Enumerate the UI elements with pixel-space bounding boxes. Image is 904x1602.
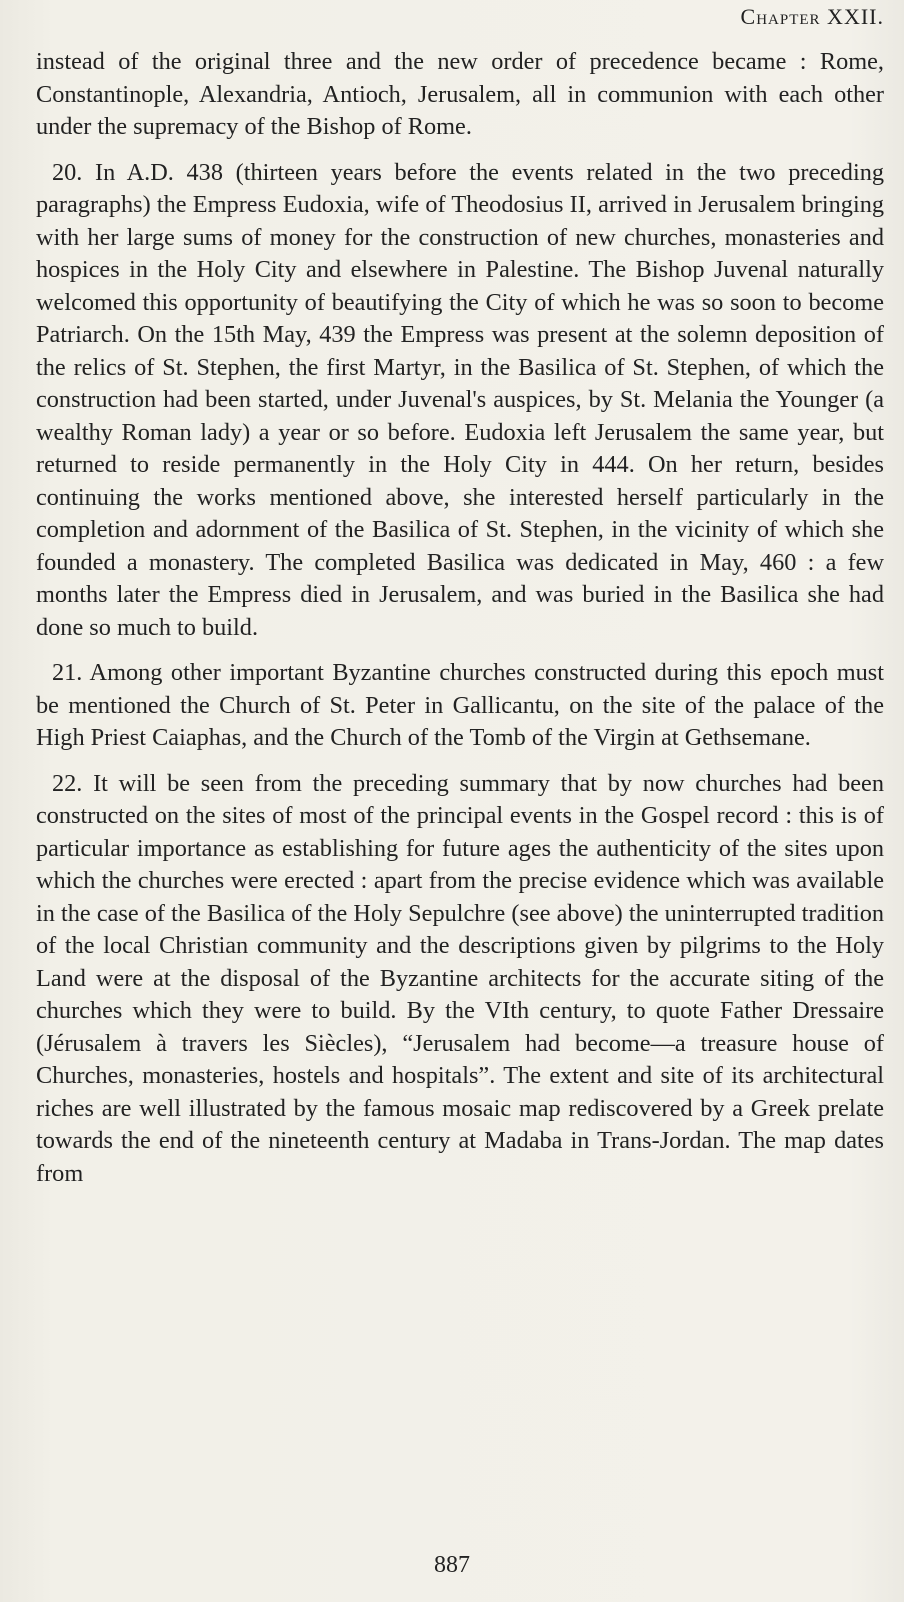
- paragraph-20: 20. In A.D. 438 (thirteen years before the events related in the two preceding paragraphs) the Empress Eudoxia, wife of Theodosius II, arrived in Jerusalem bringing with her large sums of money for the construction of new churches, monasteries and hospices in the Holy City and elsewhere in Palestine. The Bishop Juvenal naturally welcomed this opportunity of beautifying the City of which he was so soon to become Patriarch. On the 15th May, 439 the Empress was present at the solemn deposition of the relics of St. Stephen, the first Martyr, in the Basilica of St. Stephen, of which the construction had been started, under Juvenal's auspices, by St. Melania the Younger (a wealthy Roman lady) a year or so before. Eudoxia left Jerusalem the same year, but returned to reside permanently in the Holy City in 444. On her return, besides continuing the works mentioned above, she interested herself particularly in the completion and adornment of the Basilica of St. Stephen, in the vicinity of which she founded a monastery. The completed Basilica was dedicated in May, 460 : a few months later the Empress died in Jerusalem, and was buried in the Basilica she had done so much to build.: [36, 158, 884, 641]
- paragraph-22: 22. It will be seen from the preceding summary that by now churches had been constructed on the sites of most of the principal events in the Gospel record : this is of particular importance as establishing for future ages the authenticity of the sites upon which the churches were erected : apart from the precise evidence which was available in the case of the Basilica of the Holy Sepulchre (see above) the uninterrupted tradition of the local Christian community and the descriptions given by pilgrims to the Holy Land were at the disposal of the Byzantine architects for the accurate siting of the churches which they were to build. By the VIth century, to quote Father Dressaire (Jérusalem à travers les Siècles), “Jerusalem had become—a treasure house of Churches, monasteries, hostels and hospitals”. The extent and site of its architectural riches are well illustrated by the famous mosaic map rediscovered by a Greek prelate towards the end of the nineteenth century at Madaba in Trans-Jordan. The map dates from: [36, 769, 884, 1187]
- page-body: [36, 46, 884, 1203]
- page-number: 887: [434, 1552, 470, 1578]
- paragraph-continuation: instead of the original three and the new order of precedence became : Rome, Constantinople, Alexandria, Antioch, Jerusalem, all in communion with each other under the supremacy of the Bishop of Rome.: [36, 48, 884, 140]
- paragraph-21: 21. Among other important Byzantine churches constructed during this epoch must be mentioned the Church of St. Peter in Gallicantu, on the site of the palace of the High Priest Caiaphas, and the Church of the Tomb of the Virgin at Gethsemane.: [36, 659, 884, 751]
- chapter-heading: Chapter XXII.: [740, 4, 884, 29]
